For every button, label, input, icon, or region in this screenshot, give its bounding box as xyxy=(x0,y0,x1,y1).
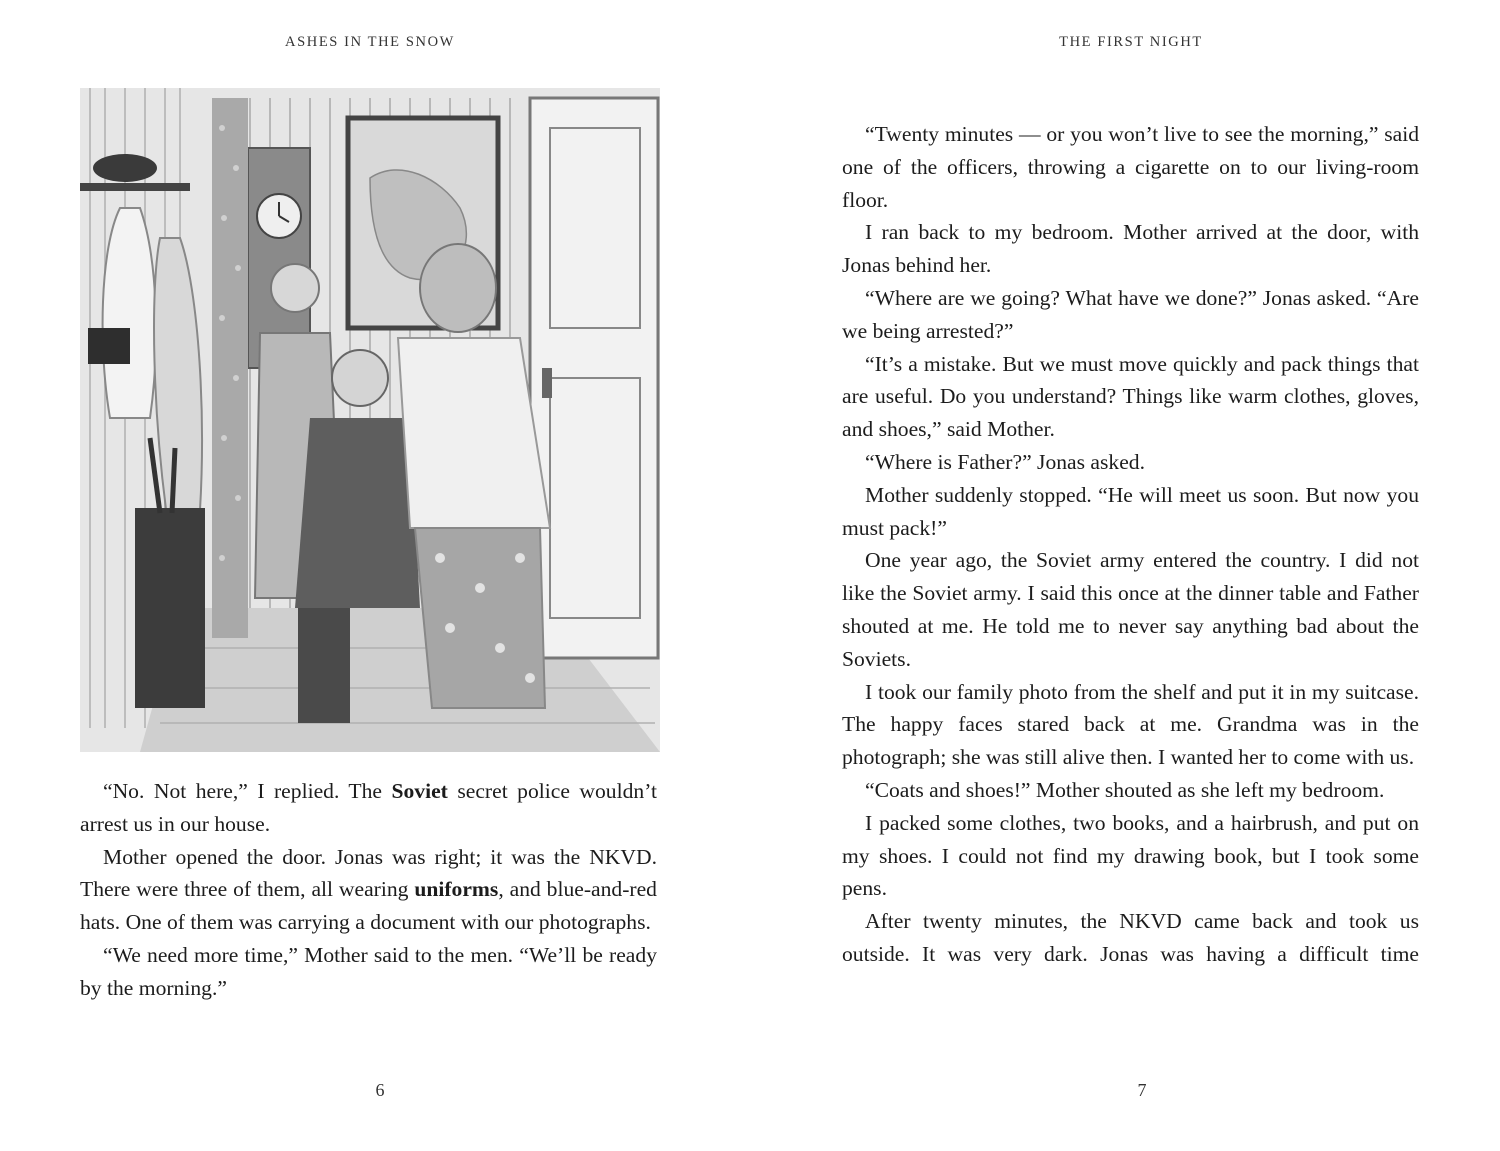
right-paragraph: After twenty minutes, the NKVD came back and took us outside. It was very dark. Jonas was having a difficult time xyxy=(842,909,1419,966)
right-paragraph: “Coats and shoes!” Mother shouted as she left my bedroom. xyxy=(865,777,1385,802)
text-run: , and blue-and-red hats. One of them was carrying a document with our photographs. xyxy=(80,877,657,935)
left-paragraph-3 xyxy=(80,939,657,1005)
page-number-right: 7 xyxy=(1137,1080,1147,1100)
right-page xyxy=(750,0,1500,1151)
left-paragraph-2 xyxy=(80,841,657,939)
text-run: secret police wouldn’t arrest us in our house. xyxy=(80,779,657,836)
right-page-body xyxy=(842,118,1419,971)
right-paragraph: Mother suddenly stopped. “He will meet us soon. But now you must pack!” xyxy=(842,482,1419,540)
right-paragraph: One year ago, the Soviet army entered the country. I did not like the Soviet army. I said this once at the dinner table and Father shouted at me. He told me to never say anything bad about the Soviets. xyxy=(842,548,1419,671)
page-number-left: 6 xyxy=(375,1080,385,1100)
text-run: “No. Not here,” I replied. The xyxy=(103,779,392,803)
right-paragraph: “Where is Father?” Jonas asked. xyxy=(865,449,1146,474)
running-head-right: THE FIRST NIGHT xyxy=(1059,34,1203,50)
right-paragraph: “Twenty minutes — or you won’t live to see the morning,” said one of the officers, throwing a cigarette on to our living-room floor. xyxy=(842,122,1419,212)
illustration-drawing xyxy=(80,88,660,752)
right-paragraph: I ran back to my bedroom. Mother arrived at the door, with Jonas behind her. xyxy=(842,220,1419,278)
text-run: “We need more time,” Mother said to the men. “We’ll be ready by the morning.” xyxy=(80,942,657,1000)
right-paragraph: “It’s a mistake. But we must move quickly and pack things that are useful. Do you understand? Things like warm clothes, gloves, and shoes,” said Mother. xyxy=(842,351,1419,442)
running-head-left: ASHES IN THE SNOW xyxy=(285,34,455,50)
left-paragraph-1 xyxy=(80,775,657,841)
right-paragraph: I took our family photo from the shelf and put it in my suitcase. The happy faces stared back at me. Grandma was in the photograph; she was still alive then. I wanted her to come with us. xyxy=(842,679,1419,770)
text-run: Mother opened the door. Jonas was right; it was the NKVD. There were three of them, all wearing xyxy=(80,844,657,902)
glossary-word-uniforms: uniforms xyxy=(414,877,499,902)
right-paragraph: “Where are we going? What have we done?” Jonas asked. “Are we being arrested?” xyxy=(842,285,1419,343)
glossary-word-soviet: Soviet xyxy=(391,779,448,803)
left-page-body xyxy=(80,775,657,1005)
illustration-hallway-scene xyxy=(80,88,660,752)
right-paragraph: I packed some clothes, two books, and a hairbrush, and put on my shoes. I could not find my drawing book, but I took some pens. xyxy=(842,810,1419,901)
